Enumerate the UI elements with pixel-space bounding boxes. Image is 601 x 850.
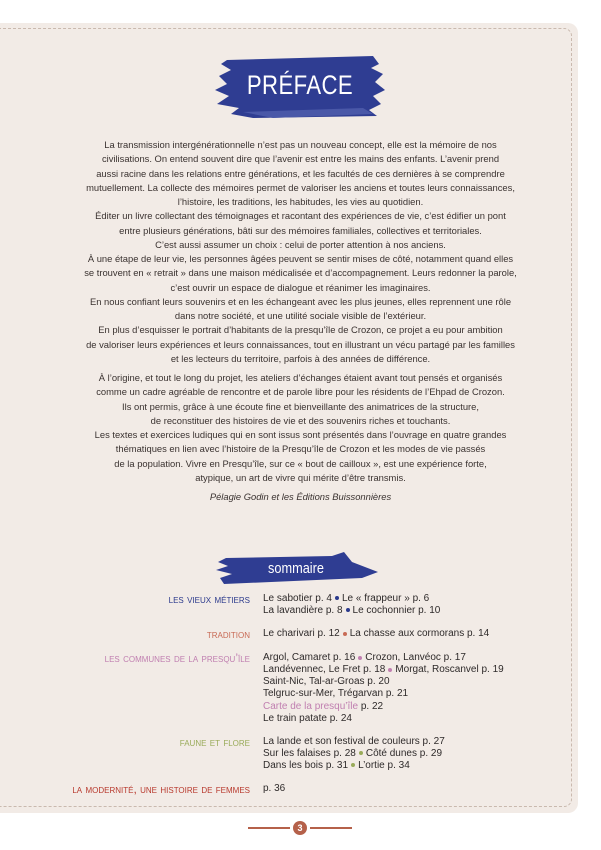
toc-page-ref[interactable]: p. 4 [315, 593, 332, 604]
toc-entry[interactable]: Le cochonnier [352, 605, 419, 617]
bullet-dot-icon [358, 656, 362, 660]
toc-page-ref[interactable]: p. 31 [325, 759, 349, 771]
preface-paragraph [40, 138, 561, 366]
bullet-dot-icon [388, 668, 392, 672]
bullet-dot-icon [346, 608, 350, 612]
text-line: se trouvent en « retrait » dans une maison médicalisée et d’accompagnement. Leurs redonner la parole, [84, 267, 517, 279]
text-line: de reconstituer des histoires de vie et des souvenirs riches et touchants. [150, 414, 451, 426]
text-line: et les lecteurs du territoire, parfois à des années de différence. [170, 352, 431, 364]
toc-entry[interactable]: Côté dunes [365, 747, 420, 759]
text-line: de valoriser leurs expériences et leurs connaissances, tout en illustrant un vécu partagé par les familles [86, 338, 515, 350]
toc-section [0, 736, 601, 772]
text-line: À une étape de leur vie, les personnes âgées peuvent se sentir mises de côté, notamment quand elles [87, 253, 514, 264]
toc-page-ref[interactable]: p. 10 [418, 605, 441, 617]
preface-body [40, 138, 561, 504]
toc-entry[interactable]: Morgat, Roscanvel [395, 664, 482, 676]
toc-row [263, 676, 504, 688]
toc-row [263, 605, 440, 617]
toc-section-heading[interactable]: les communes de la presqu’île [104, 651, 250, 666]
toc-entry[interactable]: La lavandière [263, 605, 326, 617]
toc-entries [263, 783, 285, 796]
preface-paragraph [40, 371, 561, 485]
toc-entry[interactable]: La chasse aux cormorans [349, 628, 467, 640]
toc-page-ref[interactable]: p. 24 [329, 712, 352, 724]
toc-page-ref[interactable]: p. 6 [412, 593, 430, 604]
text-line: entre plusieurs générations, bâti sur des mémoires familiales, collectives et territoriales. [119, 224, 482, 236]
toc-page-ref[interactable]: p. 22 [360, 700, 384, 712]
bullet-dot-icon [351, 763, 355, 767]
toc-row [263, 664, 504, 676]
text-line: atypique, un art de vivre qui mérite d’être transmis. [195, 471, 406, 483]
toc-row [263, 748, 445, 760]
text-line: La transmission intergénérationnelle n’est pas un nouveau concept, elle est la mémoire de nos [104, 139, 497, 150]
toc-row [263, 783, 285, 795]
toc-row [263, 628, 489, 640]
toc-entries [263, 652, 504, 725]
toc-entry[interactable]: L’ortie [358, 759, 388, 771]
text-line: civilisations. On entend souvent dire que l’avenir est entre les mains des enfants. L’avenir prend [101, 153, 500, 165]
toc-row [263, 652, 504, 664]
bullet-dot-icon [335, 596, 339, 600]
toc-page-ref[interactable]: p. 29 [419, 747, 443, 759]
text-line: Ils ont permis, grâce à une écoute fine et bienveillante des animatrices de la structure, [122, 400, 479, 412]
toc-section [0, 652, 601, 725]
toc-row [263, 736, 445, 748]
toc-section [0, 628, 601, 641]
bullet-dot-icon [359, 751, 363, 755]
text-line: Éditer un livre collectant des témoignages et racontant des expériences de vie, c’est édifier un pont [95, 210, 506, 222]
toc-entry[interactable]: Le sabotier [263, 593, 316, 604]
toc-page-ref[interactable]: p. 36 [263, 783, 286, 795]
toc-page-ref[interactable]: p. 16 [333, 652, 356, 664]
toc-entry[interactable]: Le « frappeur » [341, 593, 413, 604]
text-line: l’histoire, les traditions, les habitudes, les vies au quotidien. [177, 196, 424, 207]
toc-entry[interactable]: Argol, Camaret [263, 652, 334, 664]
text-line: C’est aussi assumer un choix : celui de porter attention à nos anciens. [155, 238, 446, 250]
toc-page-ref[interactable]: p. 34 [387, 759, 410, 771]
toc-entry[interactable]: Sur les falaises [263, 747, 334, 759]
page-number-badge: 3 [293, 821, 307, 835]
toc-entry[interactable]: Landévennec, Le Fret [263, 664, 364, 676]
text-line: thématiques en lien avec l’histoire de la Presqu’île de Crozon et les modes de vie passés [115, 443, 486, 455]
text-line: c’est ouvrir un espace de dialogue et réanimer les imaginaires. [170, 281, 431, 293]
sommaire-title: sommaire [268, 560, 324, 577]
toc-entry[interactable]: Le charivari [263, 628, 318, 640]
toc-page-ref[interactable]: p. 20 [367, 676, 390, 688]
text-line: de la population. Vivre en Presqu’île, sur ce « bout de cailloux », est une expérience forte, [114, 457, 487, 469]
toc-row [263, 701, 504, 713]
toc-page-ref[interactable]: p. 19 [481, 664, 504, 676]
divider [248, 827, 290, 829]
toc-page-ref[interactable]: p. 14 [467, 628, 490, 640]
text-line: En nous confiant leurs souvenirs et en les échangeant avec les plus jeunes, elles reprennent une rôle [89, 295, 512, 307]
toc-row [263, 760, 445, 772]
toc-row [263, 713, 504, 725]
toc-entry-highlight[interactable]: Carte de la presqu’île [263, 700, 359, 712]
text-line: En plus d’esquisser le portrait d’habitants de la presqu’île de Crozon, ce projet a eu pour ambition [98, 324, 503, 336]
toc-entry[interactable]: Dans les bois [263, 759, 326, 771]
toc-row [263, 688, 504, 700]
divider [310, 827, 352, 829]
text-line: dans notre société, et une utilité sociale visible de l’extérieur. [174, 310, 427, 321]
toc-entry[interactable]: Le train patate [263, 712, 330, 724]
preface-title: PRÉFACE [246, 70, 354, 100]
toc-entry[interactable]: Saint-Nic, Tal-ar-Groas [263, 676, 368, 688]
toc-page-ref[interactable]: p. 28 [333, 747, 356, 759]
toc-page-ref[interactable]: p. 8 [325, 605, 343, 617]
sommaire-banner [212, 552, 380, 586]
preface-banner [213, 52, 387, 122]
page-number [248, 821, 352, 835]
toc-page-ref[interactable]: p. 18 [363, 664, 386, 676]
toc-entries [263, 628, 489, 641]
toc-page-ref[interactable]: p. 21 [385, 688, 409, 700]
toc-section-heading[interactable]: tradition [206, 627, 250, 642]
toc-page-ref[interactable]: p. 27 [422, 735, 445, 747]
toc-page-ref[interactable]: p. 17 [443, 652, 466, 664]
toc-section [0, 593, 601, 617]
toc-section-heading[interactable]: la modernité, une histoire de femmes [72, 782, 250, 797]
toc-row [263, 593, 440, 605]
toc-section-heading[interactable]: faune et flore [179, 734, 250, 749]
toc-section-heading[interactable]: les vieux métiers [168, 592, 250, 606]
bullet-dot-icon [343, 632, 347, 636]
text-line: comme un cadre agréable de rencontre et de parole libre pour les résidents de l’Ehpad de Crozon. [96, 386, 505, 398]
toc-page-ref[interactable]: p. 12 [317, 628, 340, 640]
toc-entry[interactable]: Telgruc-sur-Mer, Trégarvan [263, 688, 386, 700]
toc-entries [263, 593, 440, 617]
toc-entry[interactable]: Crozon, Lanvéoc [365, 652, 444, 664]
toc-entries [263, 736, 445, 772]
toc-section [0, 783, 601, 796]
text-line: mutuellement. La collecte des mémoires permet de valoriser les anciens et toutes leurs connaissances, [86, 181, 515, 193]
preface-signature: Pélagie Godin et les Éditions Buissonnières [209, 491, 392, 502]
table-of-contents [0, 593, 601, 807]
text-line: Les textes et exercices ludiques qui en sont issus sont présentés dans l’ouvrage en quatre grandes [94, 429, 507, 440]
toc-entry[interactable]: La lande et son festival de couleurs [263, 735, 423, 747]
text-line: À l’origine, et tout le long du projet, les ateliers d’échanges étaient avant tout pensés et organisés [98, 372, 503, 383]
text-line: aussi racine dans les relations entre générations, et les facultés de ces dernières à se comprendre [96, 167, 505, 179]
